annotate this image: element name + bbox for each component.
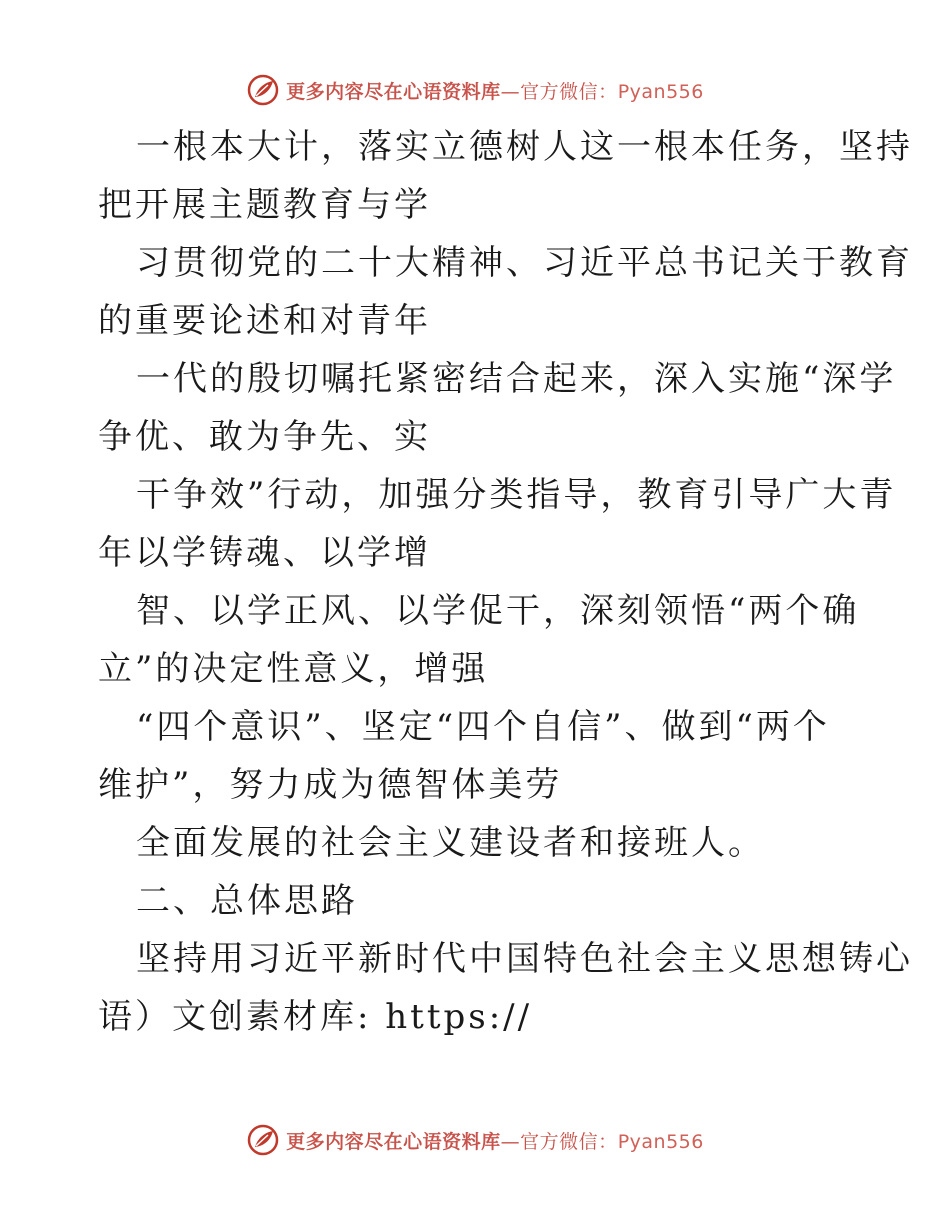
text-line: 一根本大计，落实立德树人这一根本任务，坚持	[136, 127, 913, 167]
text-line: 年以学铸魂、以学增	[98, 533, 431, 573]
leaf-logo-icon	[246, 1123, 280, 1157]
document-body	[98, 118, 913, 1046]
text-line: 把开展主题教育与学	[98, 185, 431, 225]
leaf-logo-icon	[246, 73, 280, 107]
text-line: 的重要论述和对青年	[98, 301, 431, 341]
text-line: 语）文创素材库: https://	[98, 997, 533, 1037]
text-line: 坚持用习近平新时代中国特色社会主义思想铸心	[136, 939, 913, 979]
text-line: 干争效”行动，加强分类指导，教育引导广大青	[136, 475, 897, 515]
watermark-text: 更多内容尽在心语资料库—官方微信：Pyan556	[286, 1130, 704, 1153]
footer-watermark	[0, 1120, 950, 1160]
watermark-text: 更多内容尽在心语资料库—官方微信：Pyan556	[286, 80, 704, 103]
text-line: 智、以学正风、以学促干，深刻领悟“两个确	[136, 591, 860, 631]
text-line: “四个意识”、坚定“四个自信”、做到“两个	[136, 707, 830, 747]
text-line: 习贯彻党的二十大精神、习近平总书记关于教育	[136, 243, 913, 283]
text-line: 一代的殷切嘱托紧密结合起来，深入实施“深学	[136, 359, 897, 399]
text-line: 立”的决定性意义，增强	[98, 649, 489, 689]
text-line: 维护”，努力成为德智体美劳	[98, 765, 563, 805]
text-line: 争优、敢为争先、实	[98, 417, 431, 457]
text-line: 全面发展的社会主义建设者和接班人。	[136, 823, 765, 863]
section-heading: 二、总体思路	[136, 881, 358, 921]
header-watermark	[0, 70, 950, 110]
